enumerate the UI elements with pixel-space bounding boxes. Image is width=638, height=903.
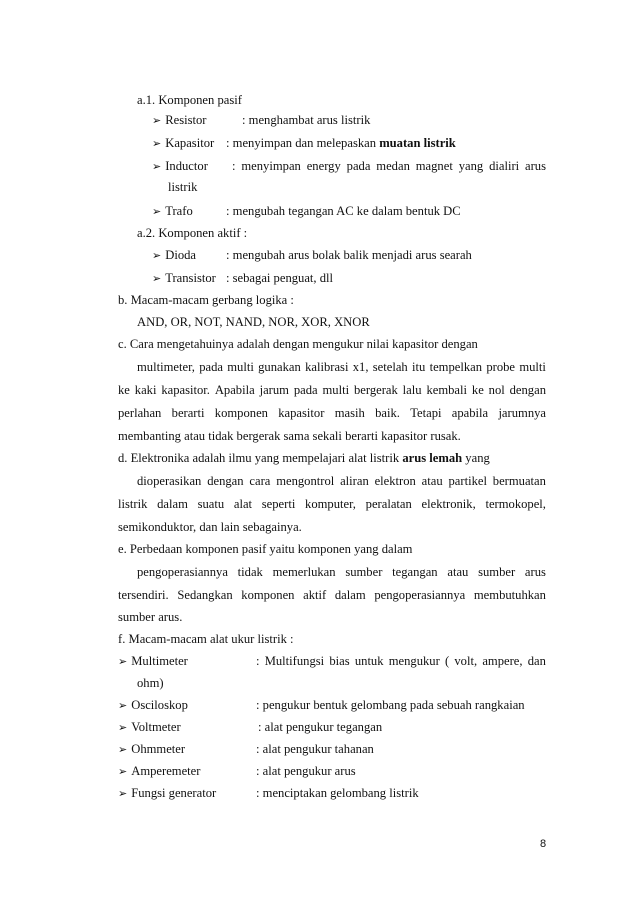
term-ohmmeter: Ohmmeter [131,742,186,756]
arrow-bullet-icon: ➢ [118,744,128,756]
desc-voltmeter: : alat pengukur tegangan [258,720,383,734]
term-inductor: Inductor [165,159,208,173]
list-item-fungsi-generator [118,786,216,801]
term-osciloskop: Osciloskop [131,698,188,712]
arrow-bullet-icon: ➢ [152,161,162,173]
arrow-bullet-icon: ➢ [118,700,128,712]
paragraph-e-line4: sumber arus. [118,610,183,624]
term-multimeter: Multimeter [131,654,188,668]
paragraph-d-line1: d. Elektronika adalah ilmu yang mempelajari alat listrik arus lemah yang [118,451,490,465]
arrow-bullet-icon: ➢ [152,115,162,127]
desc-fungsi-generator: : menciptakan gelombang listrik [256,786,419,800]
arrow-bullet-icon: ➢ [152,138,162,150]
list-item-multimeter [118,654,188,669]
list-item-osciloskop [118,698,188,713]
list-item-transistor [152,271,216,286]
heading-gerbang-logika: b. Macam-macam gerbang logika : [118,293,294,307]
gerbang-logika-list: AND, OR, NOT, NAND, NOR, XOR, XNOR [137,315,370,329]
list-item-kapasitor [152,136,214,151]
desc-dioda: : mengubah arus bolak balik menjadi arus searah [226,248,472,262]
arrow-bullet-icon: ➢ [152,206,162,218]
page-number: 8 [540,838,547,850]
arrow-bullet-icon: ➢ [118,656,128,668]
heading-alat-ukur: f. Macam-macam alat ukur listrik : [118,632,294,646]
term-voltmeter: Voltmeter [131,720,181,734]
desc-inductor-cont: listrik [168,180,198,194]
list-item-resistor [152,113,207,128]
bold-arus-lemah: arus lemah [402,451,463,465]
list-item-amperemeter [118,764,200,779]
paragraph-c-line5: membanting atau tidak bergerak sama sekali berarti kapasitor rusak. [118,429,461,443]
arrow-bullet-icon: ➢ [118,766,128,778]
list-item-voltmeter [118,720,181,735]
heading-komponen-aktif: a.2. Komponen aktif : [137,226,248,240]
arrow-bullet-icon: ➢ [152,273,162,285]
desc-multimeter: : Multifungsi bias untuk mengukur ( volt, ampere, dan [256,654,546,668]
term-transistor: Transistor [165,271,216,285]
arrow-bullet-icon: ➢ [118,722,128,734]
term-fungsi-generator: Fungsi generator [131,786,217,800]
list-item-dioda [152,248,196,263]
list-item-trafo [152,204,193,219]
paragraph-d-line2: dioperasikan dengan cara mengontrol aliran elektron atau partikel bermuatan [137,474,546,488]
heading-komponen-pasif: a.1. Komponen pasif [137,93,242,107]
term-kapasitor: Kapasitor [165,136,215,150]
list-item-ohmmeter [118,742,185,757]
paragraph-d-line3: listrik dalam suatu alat seperti komputer, peralatan elektronik, termokopel, [118,497,546,511]
list-item-inductor [152,159,208,174]
arrow-bullet-icon: ➢ [152,250,162,262]
desc-trafo: : mengubah tegangan AC ke dalam bentuk DC [226,204,461,218]
term-amperemeter: Amperemeter [131,764,201,778]
paragraph-c-line2: multimeter, pada multi gunakan kalibrasi x1, setelah itu tempelkan probe multi [137,360,546,374]
arrow-bullet-icon: ➢ [118,788,128,800]
desc-multimeter-cont: ohm) [137,676,164,690]
term-resistor: Resistor [165,113,207,127]
paragraph-c-line3: ke kaki kapasitor. Apabila jarum pada multi bergerak lalu kembali ke nol dengan [118,383,546,397]
bold-muatan-listrik: muatan listrik [379,136,456,150]
term-dioda: Dioda [165,248,196,262]
desc-ohmmeter: : alat pengukur tahanan [256,742,374,756]
desc-amperemeter: : alat pengukur arus [256,764,356,778]
desc-transistor: : sebagai penguat, dll [226,271,334,285]
paragraph-e-line1: e. Perbedaan komponen pasif yaitu komponen yang dalam [118,542,413,556]
paragraph-d-line4: semikonduktor, dan lain sebagainya. [118,520,302,534]
desc-resistor: : menghambat arus listrik [242,113,371,127]
paragraph-c-line1: c. Cara mengetahuinya adalah dengan mengukur nilai kapasitor dengan [118,337,478,351]
desc-inductor: : menyimpan energy pada medan magnet yang dialiri arus [232,159,546,173]
desc-kapasitor: : menyimpan dan melepaskan muatan listrik [226,136,456,150]
paragraph-c-line4: perlahan berarti komponen kapasitor masih baik. Tetapi apabila jarumnya [118,406,546,420]
paragraph-e-line3: tersendiri. Sedangkan komponen aktif dalam pengoperasiannya membutuhkan [118,588,546,602]
paragraph-e-line2: pengoperasiannya tidak memerlukan sumber tegangan atau sumber arus [137,565,546,579]
term-trafo: Trafo [165,204,193,218]
desc-osciloskop: : pengukur bentuk gelombang pada sebuah rangkaian [256,698,525,712]
